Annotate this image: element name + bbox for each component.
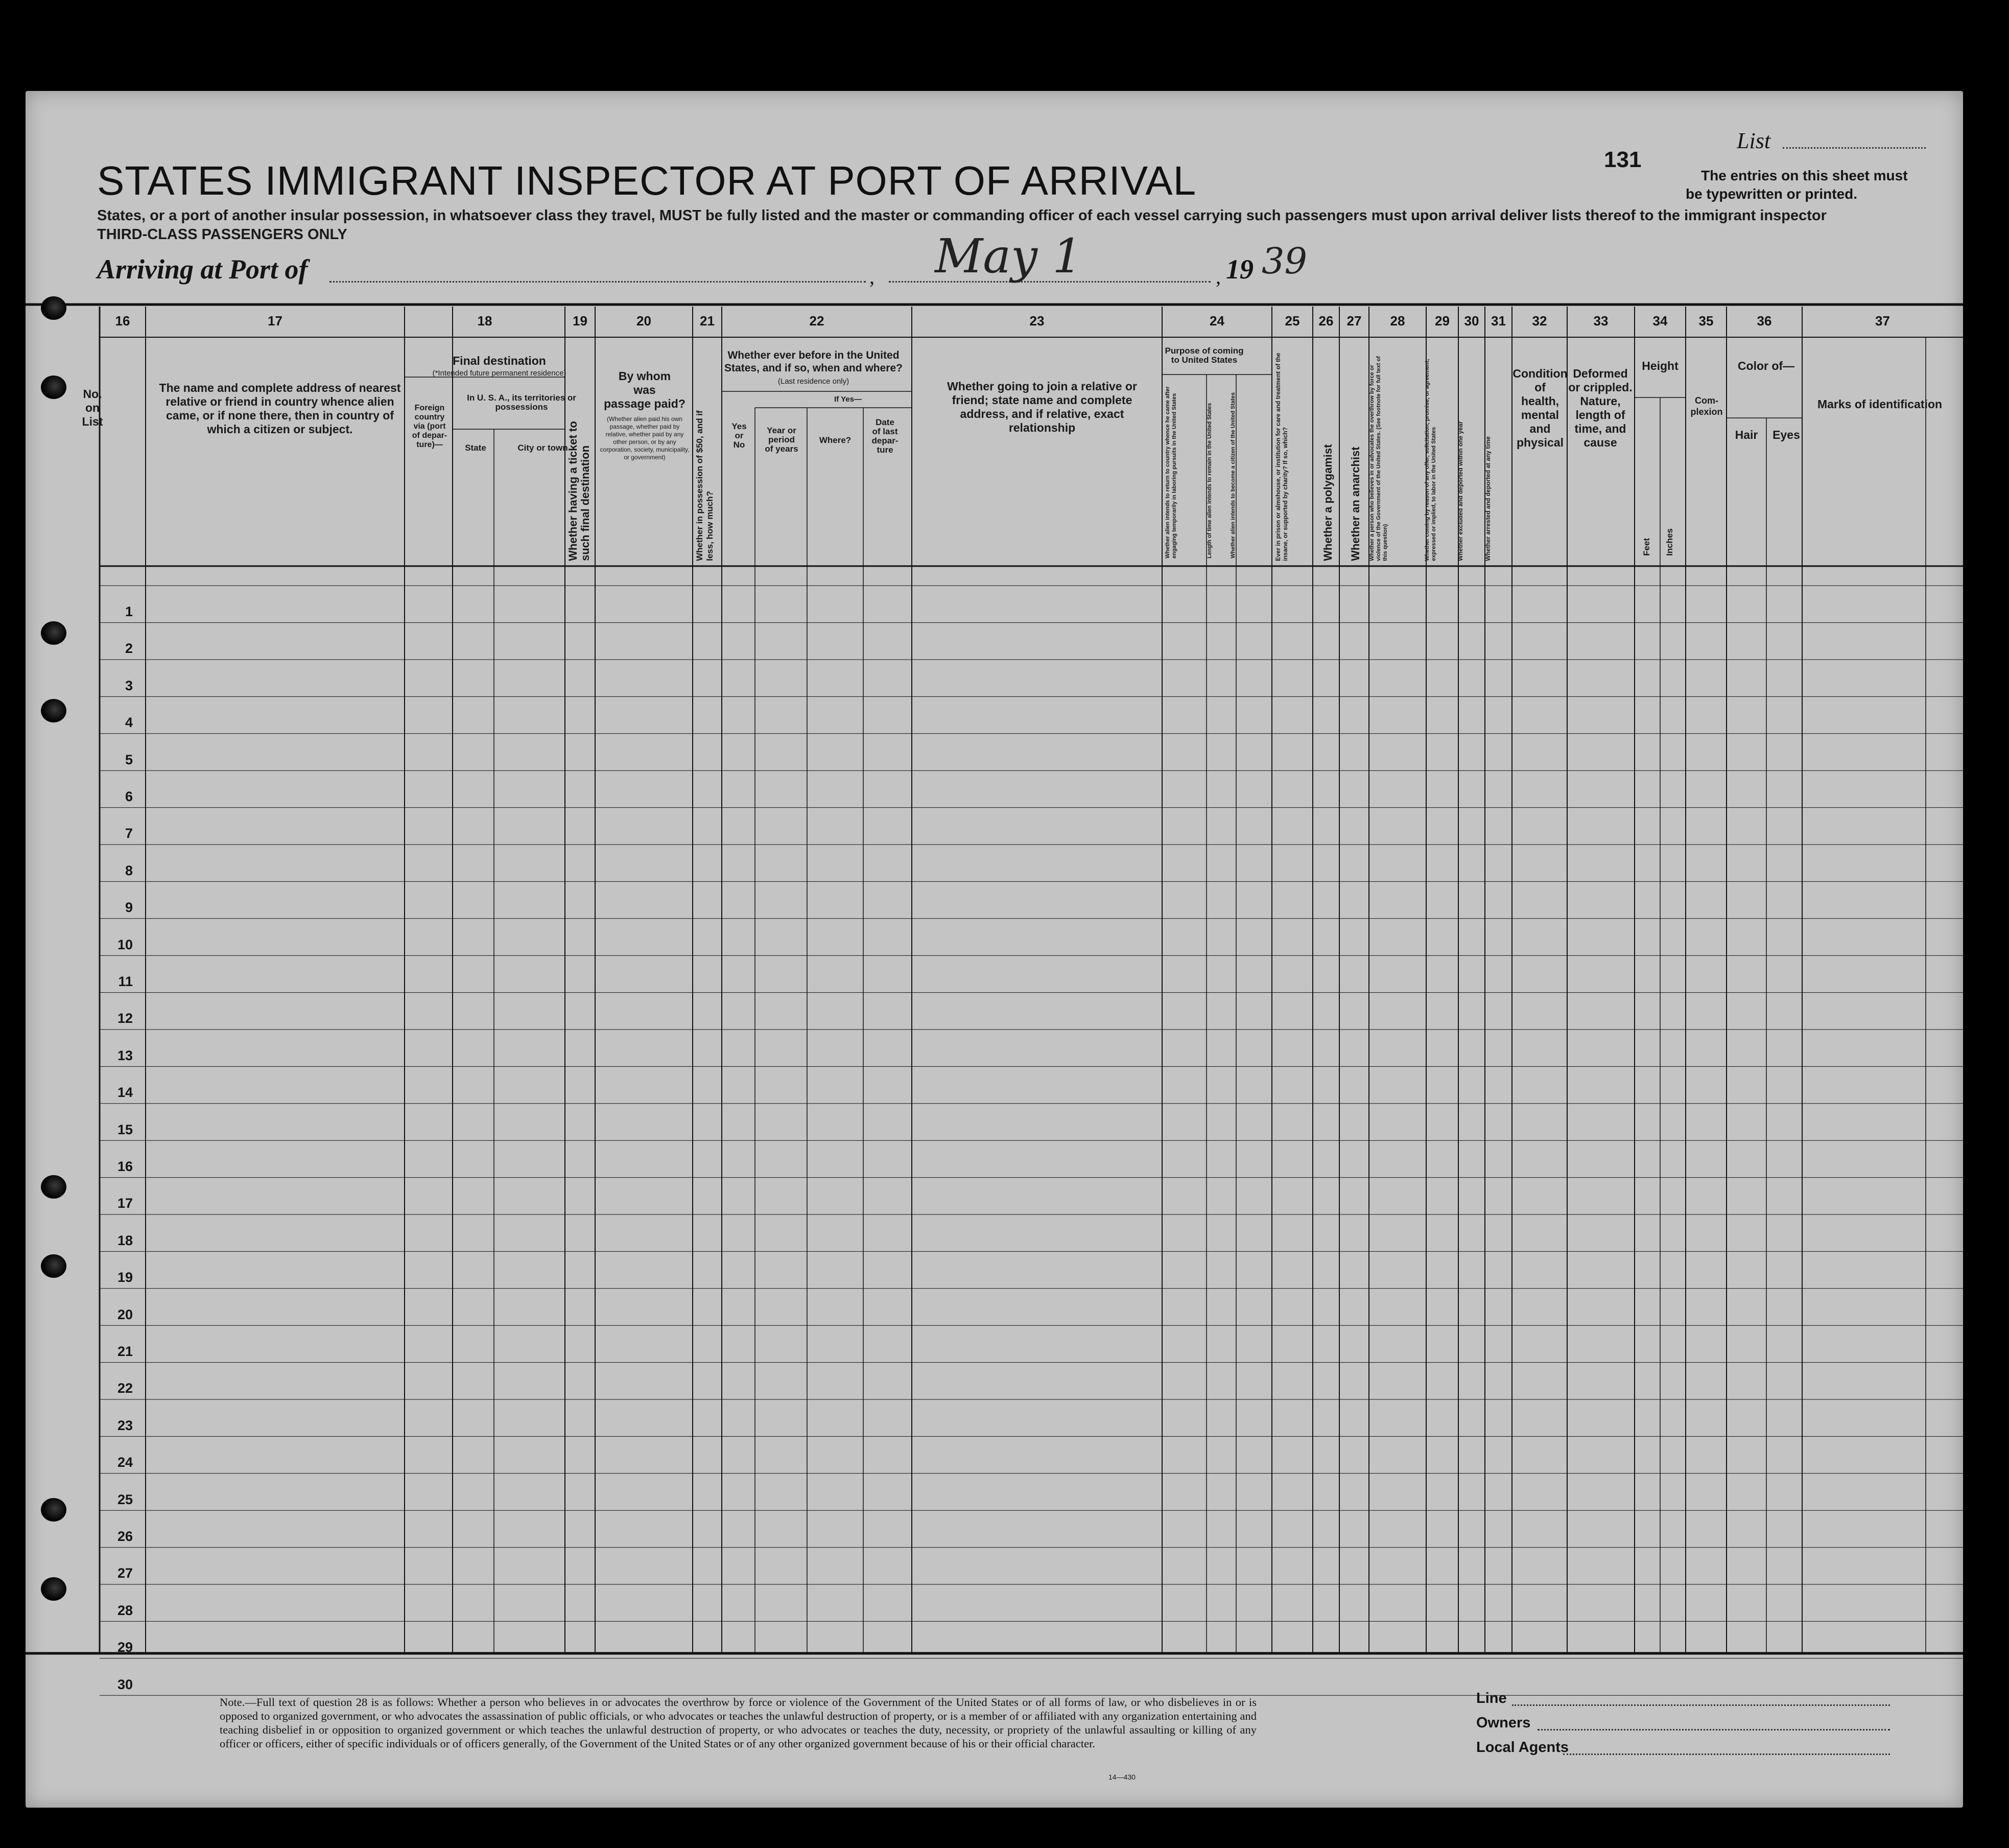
row-number: 5: [125, 752, 133, 767]
manifest-grid: [26, 91, 1963, 1808]
column-number: 30: [1464, 313, 1479, 329]
row-number: 30: [117, 1676, 133, 1692]
col21-header: Whether in possession of $50, and if less, how much?: [695, 410, 715, 561]
col22-yesno-header: Yes or No: [731, 422, 747, 450]
row-number: 16: [117, 1159, 133, 1174]
column-number: 35: [1698, 313, 1714, 329]
column-number: 16: [115, 313, 130, 329]
col37-header: Marks of identification: [1817, 397, 1943, 411]
typewritten-note-2: be typewritten or printed.: [1686, 186, 1858, 202]
row-number: 27: [117, 1565, 133, 1581]
col23-header: Whether going to join a relative or friend; state name and complete address, and if relative, exact relationship: [947, 380, 1137, 434]
col31-header: Whether arrested and deported at any time: [1484, 436, 1492, 561]
row-number: 24: [117, 1455, 133, 1470]
column-number: 21: [700, 313, 715, 329]
column-number: 22: [809, 313, 824, 329]
col34-inches-header: Inches: [1665, 528, 1674, 556]
row-number: 18: [117, 1232, 133, 1248]
col20-title: By whom was passage paid?: [604, 369, 686, 410]
col18-state-header: State: [465, 443, 486, 453]
row-number: 6: [125, 789, 133, 804]
col18-usa-header: In U. S. A., its territories or possessions: [467, 393, 576, 412]
col24-title: Purpose of coming to United States: [1165, 346, 1244, 365]
col16-header: No. on List: [82, 387, 103, 428]
binder-hole: [41, 376, 66, 399]
col36-hair-header: Hair: [1735, 428, 1758, 441]
row-number: 26: [117, 1529, 133, 1544]
row-number: 2: [125, 641, 133, 657]
row-number: 11: [118, 974, 133, 989]
row-number: 28: [117, 1602, 133, 1618]
col18-foreign-header: Foreign country via (port of depar- ture)—: [412, 404, 447, 449]
col22-title: Whether ever before in the United States, and if so, when and where?: [724, 349, 903, 374]
column-number: 29: [1435, 313, 1450, 329]
col20-subtitle: (Whether alien paid his own passage, whether paid by relative, whether paid by any other person, or by any corporation, society, municipality, or government): [600, 415, 690, 461]
col26-header: Whether a polygamist: [1321, 444, 1334, 561]
col18-subtitle: (*Intended future permanent residence): [432, 369, 566, 378]
binder-hole: [41, 1498, 66, 1522]
binder-hole: [41, 1175, 66, 1199]
row-number: 21: [117, 1344, 133, 1359]
col22-year-header: Year or period of years: [765, 426, 798, 454]
row-number: 3: [125, 677, 133, 693]
column-number: 23: [1029, 313, 1045, 329]
column-number: 31: [1491, 313, 1506, 329]
column-number: 17: [268, 313, 282, 329]
row-number: 12: [117, 1011, 133, 1026]
col22-subtitle: (Last residence only): [777, 377, 849, 386]
row-number: 23: [117, 1417, 133, 1433]
col32-header: Condition of health, mental and physical: [1512, 367, 1568, 449]
column-number: 33: [1593, 313, 1609, 329]
column-number: 19: [573, 313, 587, 329]
col22-where-header: Where?: [819, 435, 852, 445]
page-number: 131: [1604, 147, 1642, 172]
owners-field[interactable]: [1538, 1729, 1890, 1730]
col18-city-header: City or town: [517, 443, 568, 453]
col25-header: Ever in prison or almshouse, or institution for care and treatment of the insane, or supported by charity? If so, which?: [1274, 353, 1289, 561]
col22-date-header: Date of last depar- ture: [871, 417, 899, 455]
row-number: 29: [117, 1640, 133, 1655]
column-number: 20: [636, 313, 651, 329]
row-number: 15: [117, 1121, 133, 1137]
column-number: 26: [1318, 313, 1334, 329]
col28-header: Whether a person who believes in or advocates the overthrow by force or violence of the Government of the United States. (See footnote for full text of this question): [1369, 356, 1388, 561]
list-label: List: [1737, 128, 1771, 153]
column-number: 36: [1757, 313, 1772, 329]
column-number: 25: [1285, 313, 1300, 329]
col19-header: Whether having a ticket to such final destination: [566, 421, 592, 561]
column-number: 27: [1346, 313, 1362, 329]
column-number: 37: [1875, 313, 1890, 329]
footnote-q28: Note.—Full text of question 28 is as follows: Whether a person who believes in or advocates the overthrow by force or violence of the Government of the United States or of all forms of law, or who disbelieves in or is opposed to organized government, or who advocates the assassination of public officials, or who advocates or teaches the unlawful destruction of property, or is a member of or affiliated with any organization entertaining and teaching disbelief in or opposition to organized government or which teaches the unlawful destruction of property, or who advocates or teaches the duty, necessity, or propriety of the unlawful assaulting or killing of any officer or officers, either of specific individuals or of officers generally, of the Government of the United States or of any other organized government because of his or their official character.: [220, 1696, 1257, 1750]
col18-title: Final destination: [453, 354, 546, 367]
arrival-date-handwritten: May 1: [935, 229, 1082, 284]
column-number: 34: [1652, 313, 1668, 329]
row-number: 1: [125, 604, 133, 619]
col30-header: Whether excluded and deported within one year: [1457, 421, 1464, 561]
row-number: 20: [117, 1306, 133, 1322]
form-number: 14—430: [1108, 1773, 1136, 1781]
arriving-label: Arriving at Port of: [97, 254, 308, 285]
row-number: 8: [125, 862, 133, 878]
col34-title: Height: [1642, 359, 1679, 372]
col34-feet-header: Feet: [1642, 538, 1651, 556]
col22-ifyes: If Yes—: [834, 395, 862, 404]
instructions-text: States, or a port of another insular possession, in whatsoever class they travel, MUST be fully listed and the master or commanding officer of each vessel carrying such passengers must upon arrival deliver lists thereof to the immigrant inspector: [97, 207, 1827, 224]
row-number: 22: [117, 1381, 133, 1396]
col36-eyes-header: Eyes: [1772, 428, 1800, 441]
col17-header: The name and complete address of nearest relative or friend in country whence alien came, or if none there, then in country of which a citizen or subject.: [159, 381, 401, 436]
col27-header: Whether an anarchist: [1349, 447, 1362, 561]
typewritten-note-1: The entries on this sheet must: [1701, 168, 1908, 183]
column-number: 32: [1532, 313, 1547, 329]
class-note: THIRD-CLASS PASSENGERS ONLY: [97, 226, 347, 243]
row-number: 25: [117, 1491, 133, 1507]
local-agents-label: Local Agents: [1476, 1739, 1569, 1756]
row-number: 4: [125, 715, 133, 731]
col36-title: Color of—: [1737, 359, 1795, 372]
row-number: 13: [117, 1047, 133, 1063]
col24a-header: Whether alien intends to return to country whence he came after engaging temporarily in laboring pursuits in the United States: [1165, 386, 1177, 558]
col35-header: Com- plexion: [1690, 395, 1723, 417]
col33-header: Deformed or crippled. Nature, length of time, and cause: [1568, 367, 1633, 449]
col24b-header: Length of time alien intends to remain in the United States: [1207, 403, 1213, 558]
column-number: 18: [477, 313, 492, 329]
year-handwritten: 39: [1262, 240, 1308, 282]
row-number: 7: [125, 826, 133, 841]
column-number: 24: [1210, 313, 1224, 329]
row-number: 10: [117, 937, 133, 952]
manifest-sheet: STATES IMMIGRANT INSPECTOR AT PORT OF ARRIVAL States, or a port of another insular possession, in whatsoever class they travel, MUST be fully listed and the master or commanding officer of each vessel carrying such passengers must upon arrival deliver lists thereof to the immigrant inspector THIRD-CLASS PASSENGERS ONLY Arriving at Port of , May 1 , 19 39 131 List The entries on this sheet must be typewritten or printed. 16 17 18 19 20 21 22 23 24 25 26 27 28 29 30 31 32 33 34 35 36 37 No. on List The name and complete address of nearest relative or friend in country whence alien came, or if none there, then in country of which a citizen or subject. Final destination (*Intended future permanent residence) Foreign country via (port of depar- ture)— In U. S. A., its territories or possessions State City or town Whether having a ticket to such final destination By whom was passage paid? (Whether alien paid his own passage, whether paid by relative, whether paid by any other person, or by any corporation, society, municipality, or government) Whether in possession of $50, and if less, how much? Whether ever before in the United States, and if so, when and where? (Last residence only) If Yes— Yes or No Year or period of years Where? Date of last depar- ture Whether going to join a relative or friend; state name and complete address, and if relative, exact relationship Purpose of coming to United States Whether alien intends to return to country whence he came after engaging temporarily in laboring pursuits in the United States Length of time alien intends to remain in the United States Whether alien intends to become a citizen of the United States Ever in prison or almshouse, or institution for care and treatment of the insane, or supported by charity? If so, which? Whether a polygamist Whether an anarchist Whether a person who believes in or advocates the overthrow by force or violence of the Government of the United States. (See footnote for full text of this question) Whether coming by reason of any offer, solicitation, promise, or agreement, expressed or implied, to labor in the United States Whether excluded and deported within one year Whether arrested and deported at any time Condition of health, mental and physical Deformed or crippled. Nature, length of time, and cause Height Feet Inches Com- plexion Color of— Hair Eyes Marks of identification 1 2 3 4 5 6 7 8 9 10 11 12 13 14 15 16 17 18 19 20 21 22 23 24 25 26 27 28 29 30 Note.—Full text of question 28 is as follows: Whether a person who believes in or advocates the overthrow by force or violence of the Government of the United States or of all forms of law, or who disbelieves in or is opposed to organized government, or who advocates the assassination of public officials, or who advocates or teaches the unlawful destruction of property, or is a member of or affiliated with any organization entertaining and teaching disbelief in or opposition to organized government or which teaches the unlawful destruction of property, or who advocates or teaches the duty, necessity, or propriety of the unlawful assaulting or killing of any officer or officers, either of specific individuals or of officers generally, of the Government of the United States or of any other organized government because of his or their official character. 14—430 Line Owners Local Agents: [26, 91, 1963, 1808]
row-number: 14: [117, 1085, 133, 1101]
binder-hole: [41, 1254, 66, 1278]
row-number: 17: [117, 1196, 133, 1211]
binder-hole: [41, 296, 66, 320]
binder-hole: [41, 1577, 66, 1601]
col29-header: Whether coming by reason of any offer, solicitation, promise, or agreement, expressed or implied, to labor in the United States: [1424, 359, 1437, 561]
form-title: STATES IMMIGRANT INSPECTOR AT PORT OF ARRIVAL: [97, 158, 1197, 203]
local-agents-field[interactable]: [1563, 1753, 1890, 1755]
binder-hole: [41, 621, 66, 645]
year-prefix: 19: [1226, 254, 1254, 285]
binder-hole: [41, 699, 66, 722]
row-number: 19: [117, 1270, 133, 1285]
row-number: 9: [125, 900, 133, 916]
owners-label: Owners: [1476, 1715, 1531, 1731]
column-number: 28: [1390, 313, 1405, 329]
line-label: Line: [1476, 1690, 1507, 1706]
col24c-header: Whether alien intends to become a citizen of the United States: [1230, 392, 1236, 558]
line-field[interactable]: [1512, 1704, 1890, 1706]
